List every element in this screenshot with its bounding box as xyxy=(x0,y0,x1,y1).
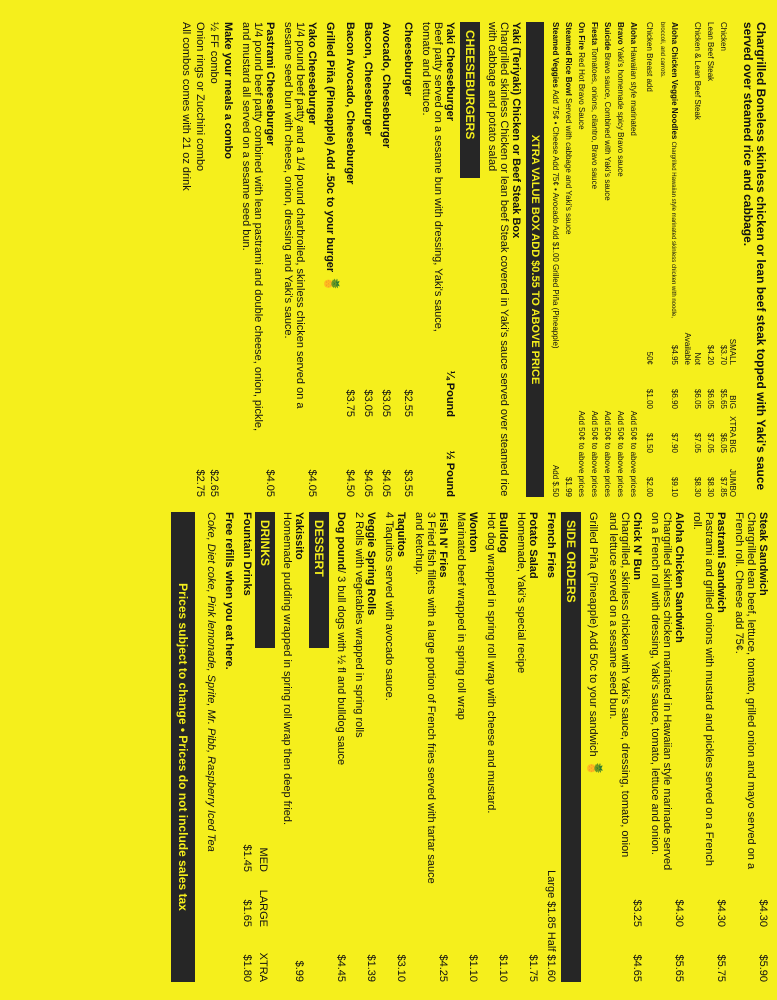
bowl-price: $1.50 xyxy=(645,432,654,453)
bowl-intro: Chargrilled Boneless skinless chicken or lean beef steak topped with Yaki's sauce served over steamed rice and cabbage. xyxy=(741,22,768,491)
dessert-bar: DESSERT xyxy=(309,512,329,648)
pina-sandwich-text: Grilled Piña (Pineapple) Add 50c to your sandwich xyxy=(587,512,599,757)
addon-name: On Fire xyxy=(577,22,586,51)
fries-price: Large $1.85 Half $1.60 xyxy=(545,870,557,982)
sandwich-price: $4.30 xyxy=(715,899,727,927)
side-price: $1.10 xyxy=(467,954,479,982)
bowl-name: Lean Beef Steak xyxy=(706,22,715,82)
bowl-price: $4.95 xyxy=(670,344,679,365)
pastrami-burger-row xyxy=(240,22,276,497)
yako-desc: 1/4 pound beef patty and a 1/4 pound charbroiled, skinless chicken served on a sesame seed bun with cheese, onion, dressing and Yaki's sauce. xyxy=(282,22,306,409)
addon-price: $1.99 xyxy=(564,476,573,497)
burger-name: Cheeseburger xyxy=(402,22,414,96)
sandwich-row xyxy=(649,512,685,982)
bowl-price: $1.00 xyxy=(645,388,654,409)
bowl-price: $6.05 xyxy=(706,388,715,409)
addon-price: Add 50¢ to above prices xyxy=(577,410,586,497)
quarter-pound-header: ¼ Pound xyxy=(444,370,456,417)
bowl-name: Chicken Breast add xyxy=(645,22,654,92)
combo-row xyxy=(208,22,220,497)
bowl-price: $5.65 xyxy=(719,388,728,409)
addon-list xyxy=(550,22,638,497)
fountain-row xyxy=(241,512,253,982)
side-name: Veggie Spring Rolls xyxy=(365,512,377,616)
addon-price: Add 50¢ to above prices xyxy=(603,410,612,497)
left-column xyxy=(180,22,767,497)
sandwich-name: Pastrami Sandwich xyxy=(715,512,727,613)
size-header: SMALL xyxy=(728,338,737,365)
sandwich-price: $5.65 xyxy=(673,954,685,982)
pina-burger-note xyxy=(324,22,338,497)
addon-desc: Red Hot Bravo Sauce xyxy=(577,52,586,130)
burger-price: $2.55 xyxy=(402,389,414,417)
half-pound-header: ½ Pound xyxy=(444,450,456,497)
side-name: Potato Salad xyxy=(527,512,539,579)
burger-row xyxy=(420,22,456,497)
combo-name: All combos comes with 21 oz drink xyxy=(180,22,192,191)
burger-price: $3.05 xyxy=(362,389,374,417)
dessert-desc: Homemade pudding wrapped in spring roll wrap then deep fried. xyxy=(281,512,293,826)
addon-desc: Add 75¢ • Cheese Add 75¢ • Avocado Add $1.00 Grilled Piña (Pineapple) xyxy=(551,89,560,349)
side-row xyxy=(353,512,377,982)
yako-price: $4.05 xyxy=(306,469,318,497)
sandwich-price: $3.25 xyxy=(631,899,643,927)
addon-row xyxy=(563,22,573,497)
combo-name: Onion rings or Zucchini combo xyxy=(194,22,206,172)
drink-price: $1.65 xyxy=(241,899,253,927)
addon-name: Bravo xyxy=(616,22,625,45)
yaki-box-title: Yaki (Teriyaki) Chicken or Beef Steak Box xyxy=(510,22,522,239)
size-header: XTRA BIG xyxy=(728,416,737,453)
dessert-name: Yakissito xyxy=(293,512,305,560)
fries-row xyxy=(545,512,557,982)
bowl-price: $4.20 xyxy=(706,344,715,365)
yaki-box-desc: Chargrilled skinless Chicken or lean beef Steak covered in Yaki's sauce served over steamed rice with cabbage and potato salad xyxy=(486,22,510,497)
sandwich-desc: Chargrilled, skinless chicken with Yaki's sauce, dressing, tomato, onion and lettuce served on a sesame seed bun. xyxy=(607,512,631,858)
combo-price: $2.75 xyxy=(194,469,206,497)
burger-price: $4.05 xyxy=(380,469,392,497)
yako-row xyxy=(282,22,318,497)
bowl-name: Aloha Chicken Veggie Noodles xyxy=(670,22,679,140)
fries-name: French Fries xyxy=(545,512,557,579)
sandwich-row xyxy=(733,512,769,982)
combo-row xyxy=(194,22,206,497)
burger-row xyxy=(402,22,414,497)
burger-name: Bacon, Cheeseburger xyxy=(362,22,374,136)
sandwich-desc: Chargrilled skinless chicken marinated in Hawaiian style marinade served on a French roll with dressing, Yaki's sauce, tomato, lettuce and onion. xyxy=(649,512,673,871)
addon-name: Fiesta xyxy=(590,22,599,46)
xtra-value-bar: XTRA VALUE BOX ADD $0.55 TO ABOVE PRICE xyxy=(526,22,544,497)
drink-size-header: MED xyxy=(257,847,269,872)
bowl-price: $6.05 xyxy=(719,432,728,453)
addon-price: Add 50¢ to above prices xyxy=(590,410,599,497)
bowl-row xyxy=(705,22,715,497)
burger-row xyxy=(344,22,356,497)
drink-size-header: XTRA xyxy=(257,952,269,982)
sandwich-name: Chick N' Bun xyxy=(631,512,643,581)
side-desc: Marinated beef wrapped in spring roll wrap xyxy=(455,512,467,720)
bowl-price: $7.85 xyxy=(719,476,728,497)
drink-headers xyxy=(257,512,269,982)
addon-name: Suicide xyxy=(603,22,612,51)
pina-sandwich-note xyxy=(587,512,601,982)
bowl-price: $8.30 xyxy=(693,476,702,497)
sandwich-name: Steak Sandwich xyxy=(757,512,769,596)
bowl-price: $3.70 xyxy=(719,344,728,365)
bowl-price: 50¢ xyxy=(645,351,654,365)
size-header: BIG xyxy=(728,395,737,409)
side-name: Dog pound xyxy=(335,512,347,571)
burger-name: Avocado, Cheeseburger xyxy=(380,22,392,149)
cheeseburgers-bar: CHEESEBURGERS xyxy=(460,22,480,178)
drinks-bar: DRINKS xyxy=(255,512,275,648)
side-desc: 2 Rolls with vegetables wrapped in spring rolls xyxy=(353,512,365,738)
side-desc: Homemade, Yaki's special recipe xyxy=(515,512,527,674)
burger-price: $3.55 xyxy=(402,469,414,497)
sandwich-price: $4.30 xyxy=(757,899,769,927)
side-price: $3.10 xyxy=(395,954,407,982)
side-desc: Hot dog wrapped in spring roll wrap with cheese and mustard. xyxy=(485,512,497,814)
size-header: JUMBO xyxy=(728,469,737,497)
addon-price: Add 50¢ to above prices xyxy=(629,410,638,497)
footer-bar: Prices subject to change • Prices do not include sales tax xyxy=(171,512,195,982)
bowl-row xyxy=(657,22,679,497)
side-row xyxy=(383,512,407,982)
combo-title: Make your meals a combo xyxy=(222,22,234,159)
addon-name: Aloha xyxy=(629,22,638,45)
side-price: $1.10 xyxy=(497,954,509,982)
addon-name: Steamed Veggies xyxy=(551,22,560,88)
sandwich-price: $4.30 xyxy=(673,899,685,927)
fountain-name: Fountain Drinks xyxy=(241,512,253,596)
side-price: $4.25 xyxy=(437,954,449,982)
side-name: Bulldog xyxy=(497,512,509,553)
sandwich-name: Aloha Chicken Sandwich xyxy=(673,512,685,643)
bowl-price: $6.05 xyxy=(693,388,702,409)
pina-burger-text: Grilled Piña (Pineapple) Add .50c to your burger xyxy=(324,22,336,273)
side-price: $1.75 xyxy=(527,954,539,982)
addon-desc: Tomatoes, onions, cilantro, Bravo sauce xyxy=(590,47,599,190)
combo-price: $2.65 xyxy=(208,469,220,497)
burger-row xyxy=(380,22,392,497)
addon-price: Add 50¢ to above prices xyxy=(616,410,625,497)
combo-name: ½ FF combo xyxy=(208,22,220,84)
side-row xyxy=(413,512,449,982)
bowl-name: Chicken xyxy=(719,22,728,51)
side-row xyxy=(515,512,539,982)
addon-desc: Yaki's homemade spicy Bravo sauce xyxy=(616,46,625,177)
bowl-row xyxy=(682,22,702,497)
pineapple-icon: 🍍 xyxy=(324,275,340,293)
dessert-price: $.99 xyxy=(293,960,305,982)
burger-row xyxy=(362,22,374,497)
bowl-row xyxy=(644,22,654,497)
right-column xyxy=(167,512,769,982)
bowl-price: $7.05 xyxy=(706,432,715,453)
drink-list: Coke, Diet coke, Pink lemonade, Sprite, Mr. Pibb, Raspberry Iced Tea xyxy=(205,512,217,852)
side-name: Taquitos xyxy=(395,512,407,558)
bowl-price: Not Available xyxy=(683,332,702,365)
bowl-price: $7.90 xyxy=(670,432,679,453)
drink-price: $1.80 xyxy=(241,954,253,982)
pastrami-burger-price: $4.05 xyxy=(264,469,276,497)
addon-row xyxy=(628,22,638,497)
side-row xyxy=(455,512,479,982)
burger-price: $4.50 xyxy=(344,469,356,497)
addon-row xyxy=(550,22,560,497)
burger-name: Bacon Avocado, Cheeseburger xyxy=(344,22,356,185)
burger-name: Yaki Cheeseburger xyxy=(444,22,456,122)
burger-price: $3.05 xyxy=(380,389,392,417)
combo-row xyxy=(180,22,192,497)
side-row xyxy=(485,512,509,982)
sandwich-desc: Chargrilled lean beef, lettuce, tomato, grilled onion and mayo served on a French roll. Cheese add 75¢. xyxy=(733,512,757,870)
addon-desc: Hawaiian style marinated xyxy=(629,46,638,136)
side-name: Fish N' Fries xyxy=(437,512,449,578)
bowl-price: $9.10 xyxy=(670,476,679,497)
side-desc: 4 Taquitos served with avocado sauce. xyxy=(383,512,395,701)
side-orders-bar: SIDE ORDERS xyxy=(561,512,581,982)
bowl-price: $8.30 xyxy=(706,476,715,497)
side-price: $1.39 xyxy=(365,954,377,982)
bowl-price: $7.05 xyxy=(693,432,702,453)
pineapple-icon: 🍍 xyxy=(587,759,603,778)
drink-price: $1.45 xyxy=(241,844,253,872)
burger-desc: Beef patty served on a sesame bun with dressing, Yaki's sauce, tomato and lettuce. xyxy=(420,22,444,332)
addon-desc: Served with cabbage and Yaki's sauce xyxy=(564,98,573,235)
yako-name: Yako Cheeseburger xyxy=(306,22,318,125)
side-desc: 3 Fried fish fillets with a large portion of French fries served with tartar sauce and ketchup. xyxy=(413,512,437,884)
side-price: $4.45 xyxy=(335,954,347,982)
bowl-row xyxy=(718,22,728,497)
size-headers xyxy=(728,22,737,497)
side-name: Wonton xyxy=(467,512,479,553)
bowl-desc: Chargrilled Hawaiian style marinated skinless chicken with noodle, broccoli, and carrots. xyxy=(659,22,676,319)
drink-size-header: LARGE xyxy=(257,889,269,927)
addon-row xyxy=(589,22,599,497)
dessert-row xyxy=(281,512,305,982)
sandwich-price: $5.75 xyxy=(715,954,727,982)
addon-row xyxy=(615,22,625,497)
bowl-name: Chicken & Lean Beef Steak xyxy=(693,22,702,120)
addon-name: Steamed Rice Bowl xyxy=(564,22,573,96)
burger-price: $4.05 xyxy=(362,469,374,497)
burger-price: $3.75 xyxy=(344,389,356,417)
side-desc: 3 bull dogs with ½ fl and bulldog sauce xyxy=(335,576,347,766)
addon-desc: Bravo sauce, Combined with Yaki's sauce xyxy=(603,52,612,201)
refills-note: Free refills when you eat here. xyxy=(223,512,235,670)
pastrami-burger-desc: 1/4 pound beef patty combined with lean pastrami and double cheese, onion, pickle, and mustard all served on a sesame seed bun. xyxy=(240,22,264,432)
sandwich-desc: Pastrami and grilled onions with mustard and pickles served on a French roll. xyxy=(691,512,715,867)
sandwich-price: $5.90 xyxy=(757,954,769,982)
bowl-price: $6.90 xyxy=(670,388,679,409)
bowl-price: $2.00 xyxy=(645,476,654,497)
sandwich-price: $4.65 xyxy=(631,954,643,982)
addon-row xyxy=(576,22,586,497)
addon-price: Add $.50 xyxy=(551,464,560,497)
sandwich-row xyxy=(607,512,643,982)
sandwich-row xyxy=(691,512,727,982)
addon-row xyxy=(602,22,612,497)
pastrami-burger-name: Pastrami Cheeseburger xyxy=(264,22,276,146)
side-row: Dog pound/ 3 bull dogs with ½ fl and bulldog sauce $4.45 xyxy=(335,512,347,982)
